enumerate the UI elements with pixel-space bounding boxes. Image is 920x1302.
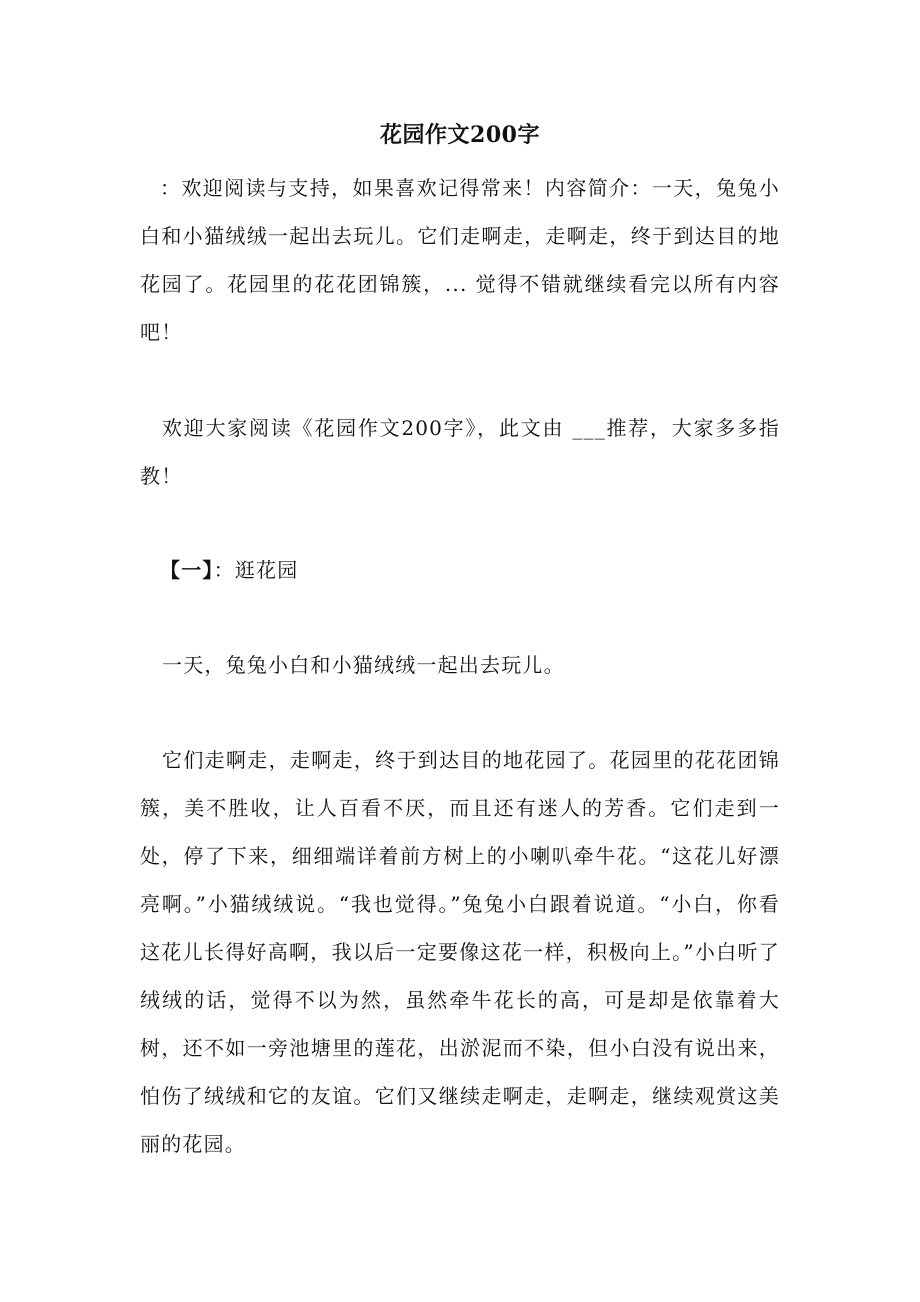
section-heading-text: ：逛花园 <box>213 558 299 582</box>
story-paragraph-1: 一天，兔兔小白和小猫绒绒一起出去玩儿。 <box>162 653 565 677</box>
welcome-paragraph: 欢迎大家阅读《花园作文200字》，此文由 ___推荐，大家多多指教！ <box>140 416 780 488</box>
section-heading-label: 【一】 <box>160 558 214 582</box>
section-heading <box>140 546 780 594</box>
story-paragraph-2: 它们走啊走，走啊走，终于到达目的地花园了。花园里的花花团锦簇，美不胜收，让人百看不厌，而且还有迷人的芳香。它们走到一处，停了下来，细细端详着前方树上的小喇叭牵牛花。“这花儿好漂亮啊。”小猫绒绒说。“我也觉得。”兔兔小白跟着说道。“小白，你看这花儿长得好高啊，我以后一定要像这花一样，积极向上。”小白听了绒绒的话，觉得不以为然，虽然牵牛花长的高，可是却是依靠着大树，还不如一旁池塘里的莲花，出淤泥而不染，但小白没有说出来，怕伤了绒绒和它的友谊。它们又继续走啊走，走啊走，继续观赏这美丽的花园。 <box>140 748 780 1156</box>
intro-paragraph: ：欢迎阅读与支持，如果喜欢记得常来！内容简介：一天，兔兔小白和小猫绒绒一起出去玩儿。它们走啊走，走啊走，终于到达目的地花园了。花园里的花花团锦簇，... 觉得不错就继续看完以所有内容吧！ <box>140 176 780 344</box>
document-title: 花园作文200字 <box>380 122 540 148</box>
